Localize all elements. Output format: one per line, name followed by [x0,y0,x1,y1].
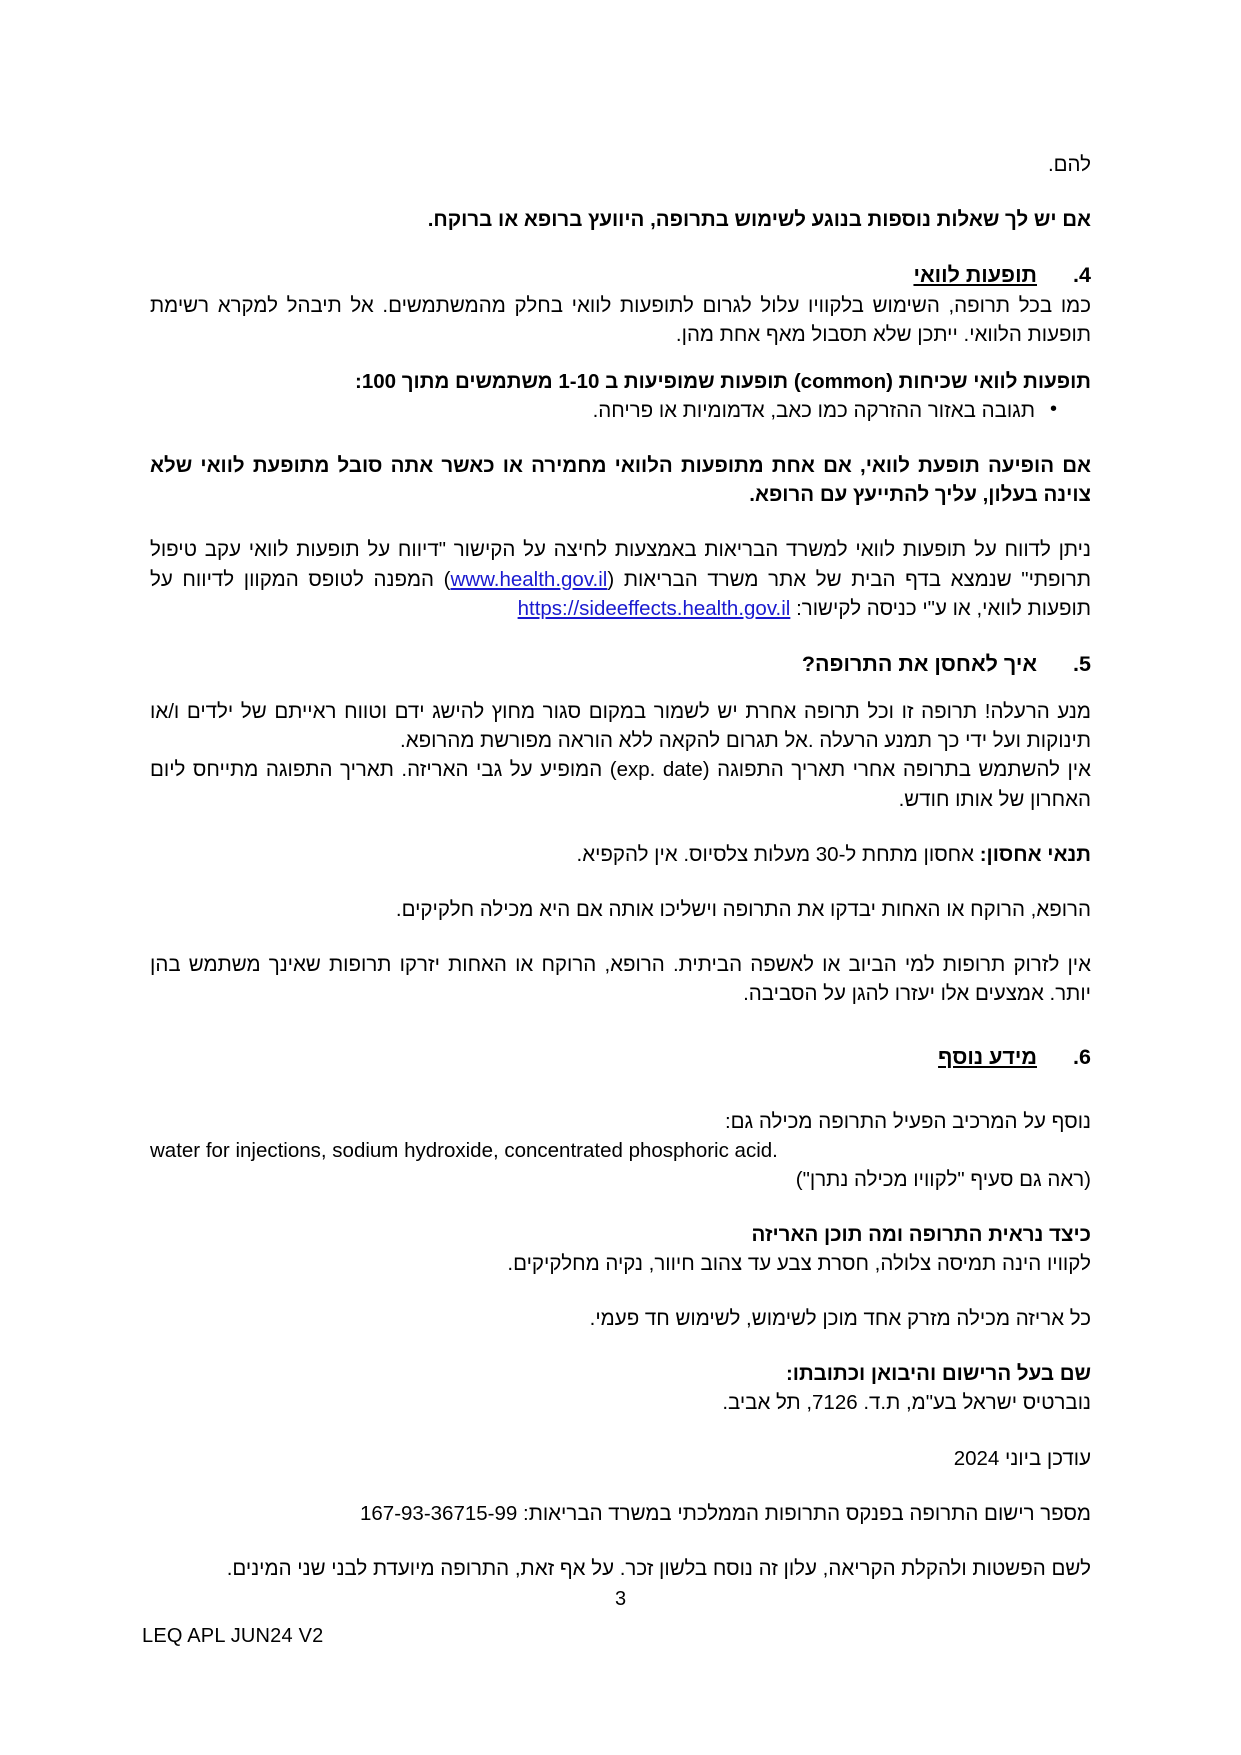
appearance-text: לקוויו הינה תמיסה צלולה, חסרת צבע עד צהוב חיוור, נקיה מחלקיקים. [507,1252,1091,1276]
section-5-para-2: אין להשתמש בתרופה אחרי תאריך התפוגה (exp. date) המופיע על גבי האריזה. תאריך התפוגה מתייחס ליום האחרון של אותו חודש. [150,758,1091,811]
ingredients-note: (ראה גם סעיף "לקוויו מכילה נתרן") [795,1167,1091,1191]
section-5-para-4: אין לזרוק תרופות למי הביוב או לאשפה הביתית. הרופא, הרוקח או האחות יזרקו תרופות שאינך משתמש בהן יותר. אמצעים אלו יעזרו להגן על הסביבה. [150,952,1091,1005]
registration-holder-heading: שם בעל הרישום והיבואן וכתובתו: [785,1362,1091,1386]
section-6-heading [150,1042,1091,1073]
health-ministry-link[interactable]: www.health.gov.il [450,567,608,591]
ingredients-english-list: water for injections, sodium hydroxide, concentrated phosphoric acid. [150,1138,778,1162]
package-contents-text: כל אריזה מכילה מזרק אחד מוכן לשימוש, לשימוש חד פעמי. [589,1307,1091,1331]
storage-conditions-text: אחסון מתחת ל-30 מעלות צלסיוס. אין להקפיא. [576,842,980,866]
section-6-number: 6. [1073,1045,1091,1070]
storage-conditions-label: תנאי אחסון: [979,842,1091,866]
common-effects-list [150,396,1091,425]
gender-language-note: לשם הפשטות ולהקלת הקריאה, עלון זה נוסח בלשון זכר. על אף זאת, התרופה מיועדת לבני שני המינים. [226,1556,1091,1580]
page-number: 3 [614,1588,627,1610]
section-5-title: איך לאחסן את התרופה? [801,651,1037,676]
section-5-heading [150,649,1091,680]
section-4-heading [150,260,1091,291]
side-effect-warning: אם הופיעה תופעת לוואי, אם אחת מתופעות הלוואי מחמירה או כאשר אתה סובל מתופעת לוואי שלא צוינה בעלון, עליך להתייעץ עם הרופא. [150,454,1091,507]
document-body [150,150,1091,1583]
sideeffects-form-link[interactable]: https://sideeffects.health.gov.il [517,596,791,620]
section-4-intro: כמו בכל תרופה, השימוש בלקוויו עלול לגרום לתופעות לוואי בחלק מהמשתמשים. אל תיבהל למקרא רשימת תופעות הלוואי. ייתכן שלא תסבול מאף אחת מהן. [150,293,1091,346]
footer-document-code: LEQ APL JUN24 V2 [142,1625,324,1647]
ingredients-intro: נוסף על המרכיב הפעיל התרופה מכילה גם: [724,1109,1091,1133]
section-5-number: 5. [1073,651,1091,676]
section-4-number: 4. [1073,263,1091,288]
updated-date: עודכן ביוני 2024 [953,1446,1091,1470]
consult-line: אם יש לך שאלות נוספות בנוגע לשימוש בתרופה, היוועץ ברופא או ברוקח. [427,208,1091,232]
registration-number: מספר רישום התרופה בפנקס התרופות הממלכתי במשרד הבריאות: 167-93-36715-99 [360,1501,1091,1525]
reporting-paragraph [150,535,1091,622]
section-5-para-3: הרופא, הרוקח או האחות יבדקו את התרופה וישליכו אותה אם היא מכילה חלקיקים. [395,897,1091,921]
continued-line: להם. [1047,153,1091,176]
section-5-para-1: מנע הרעלה! תרופה זו וכל תרופה אחרת יש לשמור במקום סגור מחוץ להישג ידם וטווח ראייתם של ילדים ו/או תינוקות ועל ידי כך תמנע הרעלה .אל תגרום להקאה ללא הוראה מפורשת מהרופא. [150,700,1091,753]
registration-holder-address: נוברטיס ישראל בע"מ, ת.ד. 7126, תל אביב. [722,1391,1091,1415]
storage-conditions [150,840,1091,869]
list-item: • תגובה באזור ההזרקה כמו כאב, אדמומיות או פריחה. [150,396,1057,425]
section-4-title: תופעות לוואי [913,263,1037,288]
reporting-text-part1: ניתן לדווח על תופעות לוואי למשרד הבריאות באמצעות לחיצה על הקישור "דיווח על תופעות לוואי עקב טיפול תרופתי" שנמצא בדף הבית של אתר משרד הבריאות ( [150,538,1092,591]
reporting-text-part2: ) המפנה לטופס המקוון לדיווח על תופעות לוואי, או ע"י כניסה לקישור: [150,567,1091,620]
section-6-title: מידע נוסף [938,1045,1037,1070]
common-effects-heading: תופעות לוואי שכיחות (common) תופעות שמופיעות ב 1-10 משתמשים מתוך 100: [354,369,1091,393]
appearance-heading: כיצד נראית התרופה ומה תוכן האריזה [751,1222,1091,1246]
